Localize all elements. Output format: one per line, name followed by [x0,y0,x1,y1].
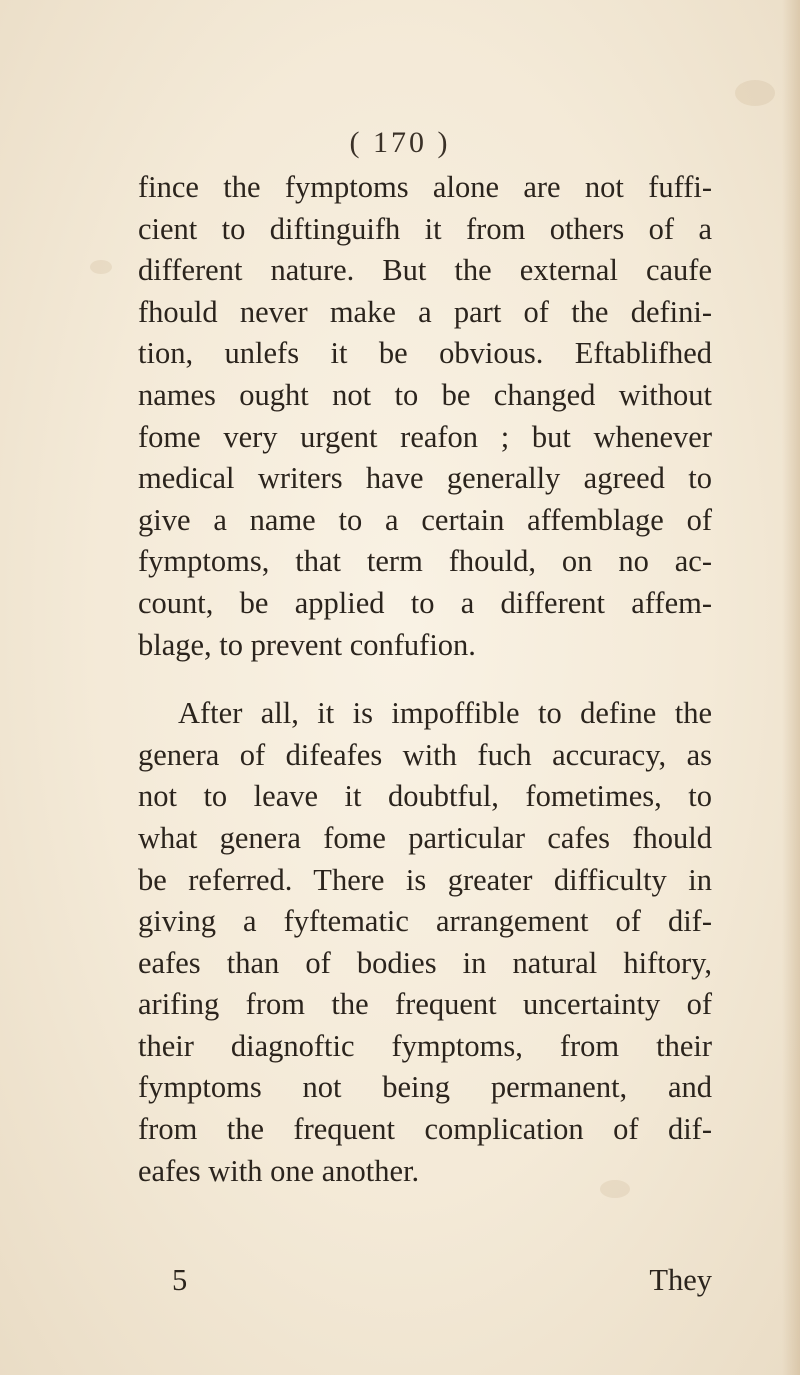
paper-stain [90,260,112,274]
text-line: fhould never make a part of the defini- [138,294,712,329]
text-line: be referred. There is greater difficulty in [138,862,712,897]
text-line: from the frequent complication of dif- [138,1112,712,1147]
body-text [138,167,712,1192]
text-line: their diagnoftic fymptoms, from their [138,1028,712,1063]
catchword: They [649,1263,712,1297]
text-line: tion, unlefs it be obvious. Eftablifhed [138,336,712,371]
text-line: blage, to prevent confufion. [138,627,476,662]
text-line: eafes with one another. [138,1153,420,1188]
text-line: give a name to a certain affemblage of [138,502,712,537]
text-line: names ought not to be changed without [138,377,712,412]
text-line: medical writers have generally agreed to [138,461,712,496]
text-line: arifing from the frequent uncertainty of [138,987,712,1022]
text-line: fymptoms, that term fhould, on no ac- [138,544,712,579]
signature-mark: 5 [172,1263,188,1297]
paper-stain [735,80,775,106]
text-line: what genera fome particular cafes fhould [138,820,712,855]
text-line: fome very urgent reafon ; but whenever [138,419,712,454]
page-edge-shadow [782,0,800,1375]
paragraph-1 [138,167,712,666]
text-line: count, be applied to a different affem- [138,585,712,620]
text-line: different nature. But the external caufe [138,253,712,288]
text-line: After all, it is impoffible to define the [178,696,712,731]
text-line: genera of difeafes with fuch accuracy, as [138,737,712,772]
text-line: fince the fymptoms alone are not fuffi- [138,170,712,204]
page-footer [138,1263,712,1305]
paragraph-2 [138,693,712,1192]
text-line: giving a fyftematic arrangement of dif- [138,904,712,939]
page-number: ( 170 ) [349,126,451,159]
text-line: fymptoms not being permanent, and [138,1070,712,1105]
text-line: cient to diftinguifh it from others of a [138,211,712,246]
paragraph-gap [138,666,712,693]
text-line: eafes than of bodies in natural hiftory, [138,945,712,980]
text-line: not to leave it doubtful, fometimes, to [138,779,712,814]
